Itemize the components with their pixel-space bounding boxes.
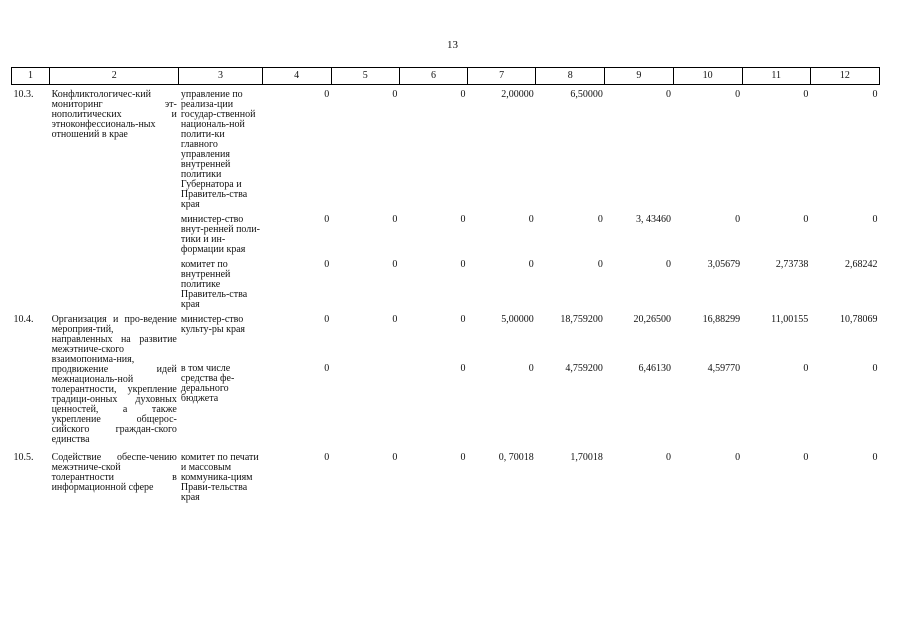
value-cell: 0 [666,452,671,463]
header-cell: 3 [179,68,262,85]
value-cell: 4,59770 [707,362,741,374]
header-cell: 5 [331,68,399,85]
value-cell: 0 [392,314,398,325]
value-cell [331,357,399,445]
value-cell: 0 [597,214,603,225]
value-cell: 6,46130 [638,362,671,374]
value-cell: 4,759200 [565,362,603,374]
value-cell: 5,00000 [501,314,534,325]
value-cell: 0, 70018 [498,452,534,463]
value-cell: 0 [324,452,330,463]
value-cell: 6,50000 [570,89,603,100]
value-cell: 0 [460,259,466,270]
value-cell: 0 [872,214,878,225]
value-cell: 0 [735,89,741,100]
table-row [12,85,880,211]
header-cell: 11 [742,68,810,85]
value-cell: 0 [324,259,330,270]
header-cell: 8 [536,68,605,85]
header-cell: 2 [50,68,179,85]
activity-name: Содействие обеспе-чению межэтниче-ской толерантности в информационной сфере [51,452,177,493]
executor: комитет по внутренней политике Правитель-ства края [180,259,248,310]
value-cell: 0 [392,452,398,463]
value-cell: 0 [597,259,603,270]
header-cell: 1 [12,68,50,85]
activity-name: Конфликтологичес-кий мониторинг эт-нополитических и этноконфессиональ-ных отношений в крае [51,89,177,140]
header-cell: 6 [399,68,467,85]
value-cell: 0 [666,89,671,100]
value-cell: 2,73738 [775,259,809,270]
table-row [12,445,880,503]
table-row [12,310,880,357]
header-cell: 7 [468,68,536,85]
value-cell: 0 [872,89,878,100]
value-cell: 16,88299 [702,314,741,325]
value-cell: 0 [324,214,330,225]
value-cell: 0 [324,362,330,374]
value-cell: 0 [803,214,809,225]
value-cell: 0 [324,314,330,325]
value-cell: 10,78069 [840,314,878,325]
header-row [12,68,880,85]
executor: министер-ство культу-ры края [180,314,246,335]
value-cell: 1,70018 [570,452,603,463]
value-cell: 0 [392,89,398,100]
activity-name: Организация и про-ведение мероприя-тий, направленных на развитие межэтниче-ского взаимопонима-ния, продвижение идей межнациональ-ной толерантности, укрепление традици-онных духовных ценностей, а также укрепление общерос-сийского граждан-ского единства [51,314,177,445]
budget-table [11,67,880,503]
value-cell: 3, 43460 [636,214,671,225]
value-cell: 18,759200 [560,314,603,325]
value-cell: 0 [528,214,534,225]
value-cell: 0 [872,362,878,374]
value-cell: 0 [528,259,534,270]
value-cell: 0 [872,452,878,463]
header-cell: 10 [673,68,742,85]
value-cell: 3,05679 [707,259,741,270]
value-cell: 2,68242 [845,259,878,270]
item-number: 10.4. [13,314,34,325]
value-cell: 0 [803,89,809,100]
value-cell: 0 [460,314,466,325]
item-number: 10.3. [13,89,34,100]
value-cell: 0 [528,362,534,374]
header-cell: 9 [605,68,673,85]
activity-name [50,255,179,310]
value-cell: 0 [460,214,466,225]
value-cell: 2,00000 [501,89,534,100]
item-number [12,210,50,255]
value-cell: 0 [460,89,466,100]
value-cell: 0 [666,259,671,270]
header-cell: 4 [262,68,331,85]
value-cell: 0 [392,214,398,225]
item-number: 10.5. [13,452,34,463]
table-row [12,210,880,255]
page-number: 13 [447,39,458,51]
value-cell: 0 [392,259,398,270]
item-number [12,255,50,310]
executor: управление по реализа-ции государ-ственной националь-ной полити-ки главного управления внутренней политики Губернатора и Правитель-ства края [180,89,256,210]
value-cell: 0 [460,452,466,463]
value-cell: 0 [735,214,741,225]
header-cell: 12 [810,68,879,85]
value-cell: 0 [735,452,741,463]
value-cell: 0 [803,452,809,463]
value-cell: 0 [803,362,809,374]
activity-name [50,210,179,255]
value-cell: 20,26500 [633,314,671,325]
value-cell: 11,00155 [771,314,809,325]
executor: комитет по печати и массовым коммуника-циям Прави-тельства края [180,452,259,503]
value-cell: 0 [324,89,330,100]
executor: министер-ство внут-ренней поли-тики и ин-формации края [180,214,260,255]
table-row [12,255,880,310]
value-cell: 0 [460,362,466,374]
executor: в том числе средства фе-дерального бюджета [180,362,235,404]
